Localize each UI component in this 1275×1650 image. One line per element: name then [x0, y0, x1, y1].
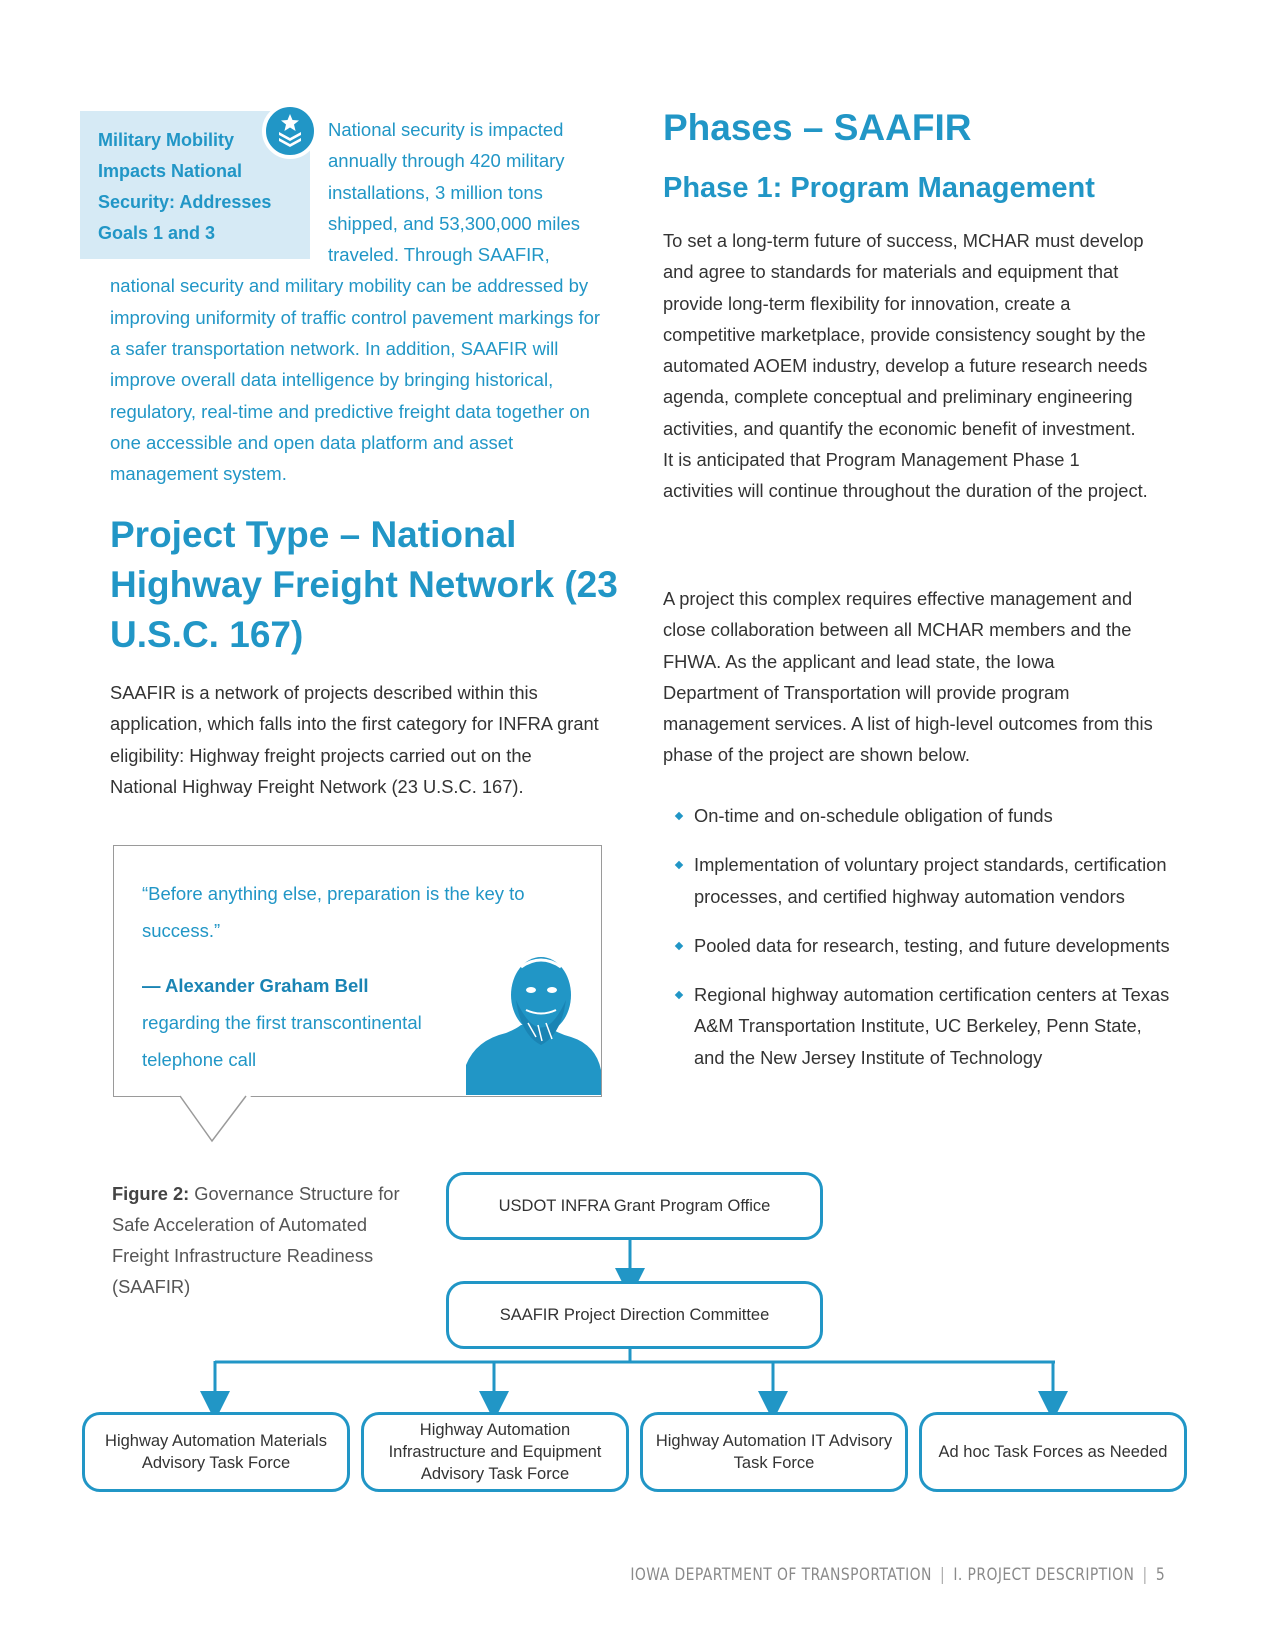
list-item: Pooled data for research, testing, and future developments	[676, 930, 1176, 961]
page-footer	[630, 1565, 1165, 1585]
quote-text: “Before anything else, preparation is the key to success.”	[142, 883, 525, 941]
list-item: Regional highway automation certification centers at Texas A&M Transportation Institute, UC Berkeley, Penn State, and the New Jersey Institute of Technology	[676, 979, 1176, 1073]
project-type-text: SAAFIR is a network of projects described within this application, which falls into the first category for INFRA grant eligibility: Highway freight projects carried out on the National Highway Freight Network (23 U.S.C. 167).	[110, 682, 599, 797]
figure-caption-text: Governance Structure for Safe Acceleration of Automated Freight Infrastructure Readiness (SAAFIR)	[112, 1183, 400, 1297]
page-number: 5	[1155, 1565, 1165, 1585]
footer-divider: |	[939, 1565, 945, 1585]
figure-label: Figure 2:	[112, 1183, 190, 1204]
footer-section: I. PROJECT DESCRIPTION	[953, 1565, 1135, 1585]
phase1-paragraph-1: To set a long-term future of success, MCHAR must develop and agree to standards for materials and equipment that provide long-term flexibility for innovation, create a competitive marketplace, provide consistency sought by the automated AOEM industry, develop a future research needs agenda, complete conceptual and preliminary engineering activities, and quantify the economic benefit of investment. It is anticipated that Program Management Phase 1 activities will continue throughout the duration of the project.	[663, 230, 1148, 502]
node-project-direction-committee: SAAFIR Project Direction Committee	[446, 1281, 823, 1349]
node-infrastructure-task-force: Highway Automation Infrastructure and Equipment Advisory Task Force	[361, 1412, 629, 1492]
phases-heading: Phases – SAAFIR	[663, 107, 972, 148]
footer-divider: |	[1142, 1565, 1148, 1585]
quote-context: regarding the first transcontinental telephone call	[142, 1012, 422, 1070]
quote-author: — Alexander Graham Bell	[142, 975, 369, 996]
node-materials-task-force: Highway Automation Materials Advisory Task Force	[82, 1412, 350, 1492]
list-item: Implementation of voluntary project standards, certification processes, and certified highway automation vendors	[676, 849, 1176, 912]
list-item: On-time and on-schedule obligation of funds	[676, 800, 1176, 831]
node-adhoc-task-forces: Ad hoc Task Forces as Needed	[919, 1412, 1187, 1492]
footer-org: IOWA DEPARTMENT OF TRANSPORTATION	[630, 1565, 932, 1585]
project-type-heading: Project Type – National Highway Freight Network (23 U.S.C. 167)	[110, 514, 618, 655]
phase1-paragraph-2: A project this complex requires effective management and close collaboration between all MCHAR members and the FHWA. As the applicant and lead state, the Iowa Department of Transportation will provide program management services. A list of high-level outcomes from this phase of the project are shown below.	[663, 588, 1153, 766]
callout-text-content: National security is impacted annually through 420 military installations, 3 million tons shipped, and 53,300,000 miles traveled. Through SAAFIR, national security and military mobility can be addressed by improving uniformity of traffic control pavement markings for a safer transportation network. In addition, SAAFIR will improve overall data intelligence by bringing historical, regulatory, real-time and predictive freight data together on one accessible and open data platform and asset management system.	[110, 119, 601, 485]
phase1-heading: Phase 1: Program Management	[663, 172, 1095, 204]
node-usdot-infra: USDOT INFRA Grant Program Office	[446, 1172, 823, 1240]
node-it-task-force: Highway Automation IT Advisory Task Force	[640, 1412, 908, 1492]
callout-title: Military Mobility Impacts National Security: Addresses Goals 1 and 3	[98, 130, 272, 243]
